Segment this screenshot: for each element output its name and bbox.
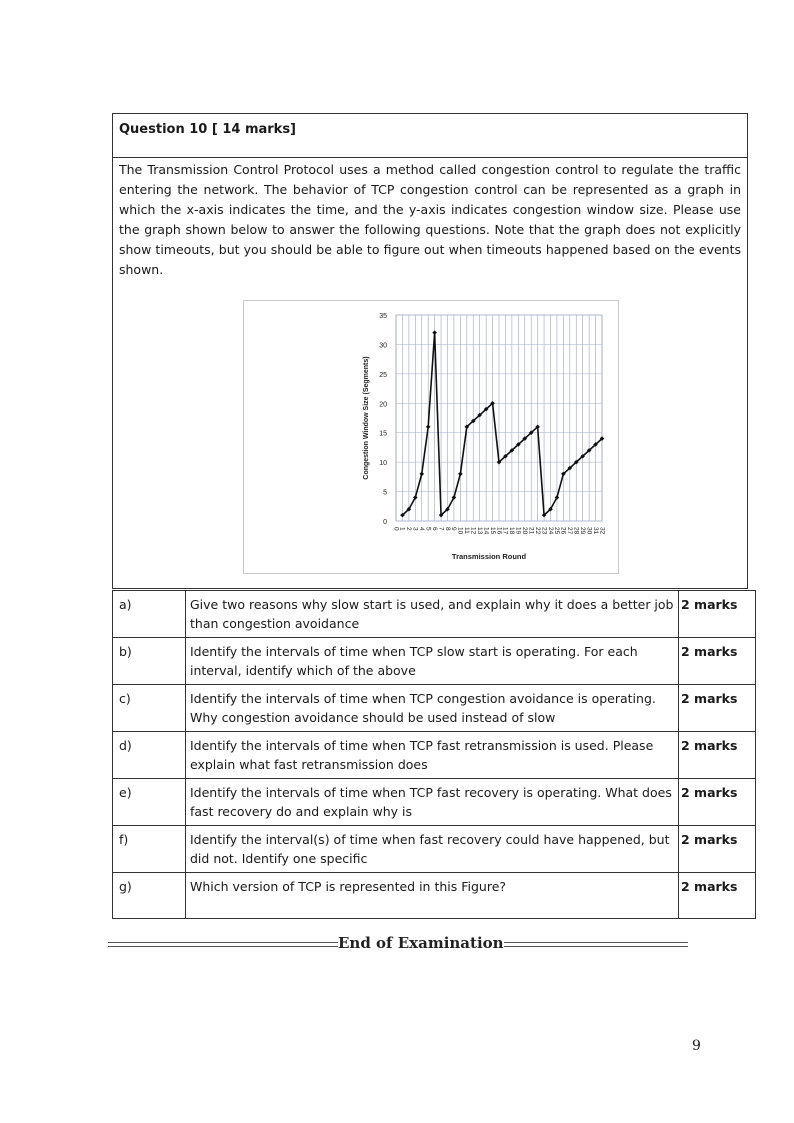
x-tick-label: 23 [540, 527, 548, 535]
y-tick-label: 10 [379, 460, 387, 468]
sub-question-row [113, 779, 756, 826]
x-tick-label: 13 [475, 527, 483, 535]
page-number: 9 [692, 1038, 701, 1054]
sub-question-marks: 2 marks [679, 826, 756, 873]
question-intro: The Transmission Control Protocol uses a method called congestion control to regulate the traffic entering the network. The behavior of TCP congestion control can be represented as a graph in which the x-axis indicates the time, and the y-axis indicates congestion window size. Please use the graph shown below to answer the following questions. Note that the graph does not explicitly show timeouts, but you should be able to figure out when timeouts happened based on the events shown. [119, 162, 741, 277]
sub-question-row [113, 685, 756, 732]
right-rule [504, 942, 688, 947]
y-tick-label: 20 [379, 401, 387, 409]
x-tick-label: 5 [424, 527, 432, 531]
end-of-exam-line [108, 934, 688, 960]
x-tick-label: 32 [598, 527, 606, 535]
question-box [112, 113, 748, 589]
x-tick-label: 2 [405, 527, 413, 531]
y-tick-label: 15 [379, 430, 387, 438]
sub-question-row [113, 826, 756, 873]
x-axis-label: Transmission Round [451, 552, 527, 561]
sub-question-text: Identify the intervals of time when TCP slow start is operating. For each interval, identify which of the above [186, 638, 679, 685]
x-tick-label: 21 [527, 527, 535, 535]
chart-svg [244, 301, 618, 573]
sub-question-marks: 2 marks [679, 873, 756, 919]
sub-question-text: Identify the intervals of time when TCP congestion avoidance is operating. Why congestion avoidance should be used instead of slow [186, 685, 679, 732]
x-tick-label: 26 [559, 527, 567, 535]
x-tick-label: 15 [488, 527, 496, 535]
x-tick-label: 19 [514, 527, 522, 535]
x-tick-label: 1 [398, 527, 406, 531]
x-tick-label: 28 [572, 527, 580, 535]
x-tick-label: 22 [533, 527, 541, 535]
x-tick-label: 11 [463, 527, 471, 534]
x-tick-label: 24 [546, 527, 554, 535]
sub-question-text: Which version of TCP is represented in this Figure? [186, 873, 679, 919]
sub-question-marks: 2 marks [679, 779, 756, 826]
x-tick-label: 4 [418, 527, 426, 531]
x-tick-label: 7 [437, 527, 445, 531]
question-title: Question 10 [ 14 marks] [113, 114, 747, 158]
sub-question-text: Identify the intervals of time when TCP fast retransmission is used. Please explain what fast retransmission does [186, 732, 679, 779]
sub-question-text: Give two reasons why slow start is used, and explain why it does a better job than congestion avoidance [186, 591, 679, 638]
sub-question-label: b) [113, 638, 186, 685]
y-tick-label: 5 [383, 489, 387, 497]
x-tick-label: 16 [495, 527, 503, 535]
x-tick-label: 27 [566, 527, 574, 535]
x-tick-label: 18 [508, 527, 516, 535]
sub-question-marks: 2 marks [679, 638, 756, 685]
y-tick-label: 0 [383, 519, 387, 526]
sub-question-text: Identify the interval(s) of time when fast recovery could have happened, but did not. Identify one specific [186, 826, 679, 873]
sub-question-label: f) [113, 826, 186, 873]
sub-question-marks: 2 marks [679, 732, 756, 779]
end-of-exam-text: End of Examination [338, 934, 504, 952]
x-tick-label: 14 [482, 527, 490, 535]
x-tick-label: 20 [521, 527, 529, 535]
left-rule [108, 942, 338, 947]
x-tick-label: 8 [443, 527, 451, 531]
x-tick-label: 9 [450, 527, 458, 531]
congestion-window-chart [243, 300, 619, 574]
sub-questions-table [112, 590, 756, 919]
y-tick-label: 30 [379, 342, 387, 350]
sub-question-row [113, 873, 756, 919]
y-tick-label: 25 [379, 371, 387, 379]
y-axis-label: Congestion Window Size (Segments) [363, 356, 370, 480]
sub-question-row [113, 591, 756, 638]
x-tick-label: 30 [585, 527, 593, 535]
sub-question-label: d) [113, 732, 186, 779]
sub-question-marks: 2 marks [679, 591, 756, 638]
x-tick-label: 29 [578, 527, 586, 535]
y-tick-label: 35 [379, 313, 387, 320]
sub-question-text: Identify the intervals of time when TCP fast recovery is operating. What does fast recovery do and explain why is [186, 779, 679, 826]
x-tick-label: 6 [430, 527, 438, 531]
sub-question-row [113, 732, 756, 779]
x-tick-label: 3 [411, 527, 419, 531]
x-tick-label: 31 [591, 527, 599, 535]
x-tick-label: 17 [501, 527, 509, 535]
x-tick-label: 25 [553, 527, 561, 535]
sub-question-row [113, 638, 756, 685]
x-tick-label: 12 [469, 527, 477, 535]
sub-question-label: a) [113, 591, 186, 638]
sub-question-label: g) [113, 873, 186, 919]
x-tick-label: 10 [456, 527, 464, 535]
sub-question-marks: 2 marks [679, 685, 756, 732]
x-tick-label: 0 [392, 527, 400, 531]
sub-question-label: e) [113, 779, 186, 826]
sub-question-label: c) [113, 685, 186, 732]
